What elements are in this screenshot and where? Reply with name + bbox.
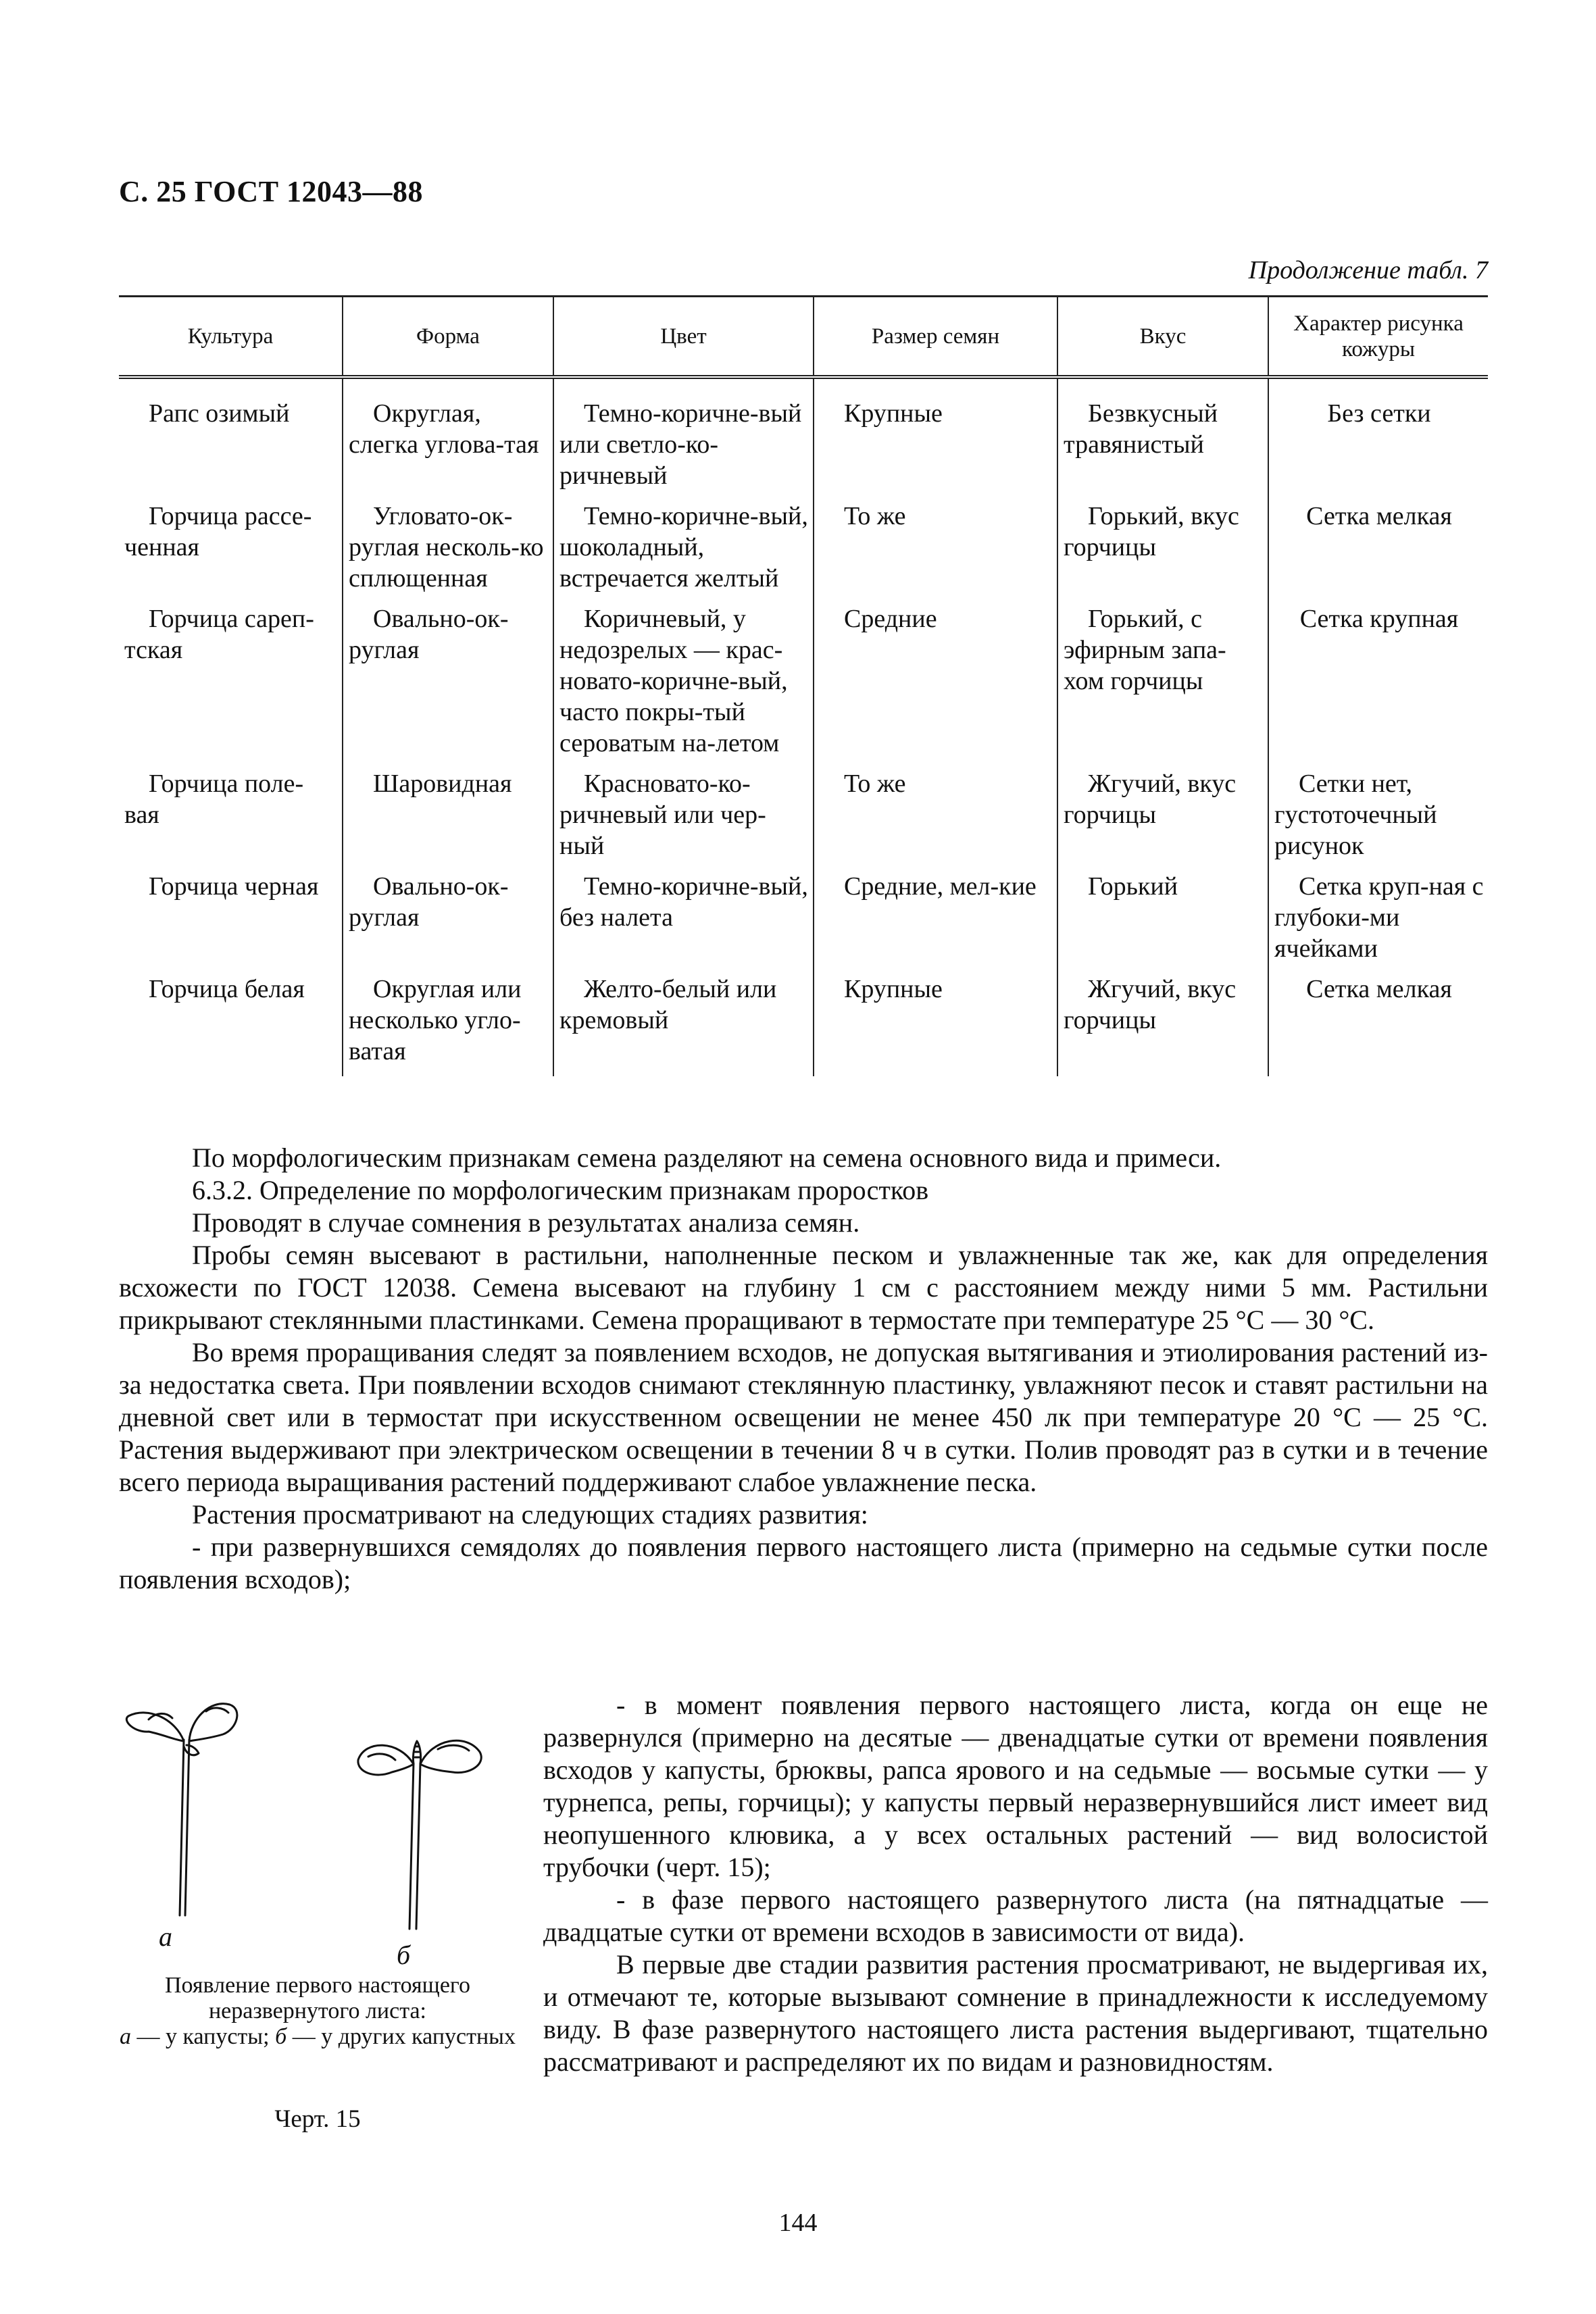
table-row (119, 501, 1488, 603)
paragraph: - в момент появления первого настоящего листа, когда он еще не развернулся (примерно на десятые — двенадцатые сутки от времени появления всходов у капусты, брюквы, рапса ярового и на седьмые — восьмые сутки — у турнепса, репы, горчицы); у капусты первый неразвернувшийся лист имеет вид неопушенного клювика, а у всех остальных растений — вид волосистой трубочки (черт. 15); (543, 1690, 1488, 1882)
table-cell: Округлая или несколько угло-ватая (343, 974, 553, 1076)
body-text-right (543, 1689, 1488, 2078)
paragraph: Растения просматривают на следующих стадиях развития: (192, 1499, 868, 1530)
table-header-row (119, 297, 1488, 378)
paragraph: Пробы семян высевают в растильни, наполненные песком и увлажненные так же, как для определения всхожести по ГОСТ 12038. Семена высевают на глубину 1 см с расстоянием между ними 5 мм. Растильни прикрывают стеклянными пластинками. Семена проращивают в термостате при температуре 25 °С — 30 °С. (119, 1240, 1488, 1335)
figure-caption-main: Появление первого настоящего неразвернутого листа: (164, 1973, 471, 2023)
table-cell: Овально-ок-руглая (343, 603, 553, 768)
figure-label-b: б (397, 1940, 411, 1970)
table-cell: Безвкусный травянистый (1057, 377, 1268, 501)
page-header: С. 25 ГОСТ 12043—88 (119, 175, 424, 208)
table-caption: Продолжение табл. 7 (1248, 256, 1488, 284)
table-cell: Жгучий, вкус горчицы (1057, 974, 1268, 1076)
table-cell: Горький, вкус горчицы (1057, 501, 1268, 603)
paragraph: - в фазе первого настоящего развернутого листа (на пятнадцатые — двадцатые сутки от времени всходов в зависимости от вида). (543, 1884, 1488, 1947)
table-row (119, 603, 1488, 768)
table-cell: Горчица белая (149, 975, 305, 1003)
figure-number: Черт. 15 (274, 2105, 361, 2133)
paragraph: 6.3.2. Определение по морфологическим признакам проростков (192, 1175, 929, 1205)
table-cell: Горький, с эфирным запа-хом горчицы (1057, 603, 1268, 768)
page-number: 144 (778, 2209, 818, 2237)
table-cell: Средние (814, 603, 1057, 768)
seedling-a-illustration (126, 1704, 237, 1915)
table-cell: Горчица черная (149, 872, 319, 901)
table-cell: Сетка крупная (1268, 603, 1488, 768)
table-cell: Темно-коричне-вый, без налета (553, 871, 814, 974)
table-cell: Горчица поле-вая (124, 770, 304, 829)
figure-caption-text-b: — у других капустных (286, 2024, 516, 2049)
table-cell: Средние, мел-кие (814, 871, 1057, 974)
table-cell: То же (814, 768, 1057, 871)
table-cell: То же (814, 501, 1057, 603)
table-cell: Сетка мелкая (1268, 501, 1488, 603)
table-row (119, 768, 1488, 871)
column-header: Вкус (1057, 297, 1268, 378)
figure-caption-letter-b: б (275, 2024, 287, 2049)
paragraph: - при развернувшихся семядолях до появления первого настоящего листа (примерно на седьмые сутки после появления всходов); (119, 1532, 1488, 1594)
figure-caption-text-a: — у капусты; (130, 2024, 276, 2049)
seed-characteristics-table (119, 295, 1488, 1076)
table-cell: Без сетки (1268, 377, 1488, 501)
table-cell: Крупные (814, 974, 1057, 1076)
table-row (119, 871, 1488, 974)
column-header: Характер рисунка кожуры (1268, 297, 1488, 378)
seedling-figure (108, 1692, 527, 2179)
paragraph: Проводят в случае сомнения в результатах анализа семян. (192, 1207, 860, 1238)
table-cell: Коричневый, у недозрелых — крас-новато-коричне-вый, часто покры-тый сероватым на-летом (553, 603, 814, 768)
table-cell: Горчица рассе-ченная (124, 502, 312, 561)
table-cell: Овально-ок-руглая (343, 871, 553, 974)
seedling-drawing (108, 1692, 527, 1949)
table-cell: Желто-белый или кремовый (553, 974, 814, 1076)
column-header: Культура (119, 297, 343, 378)
figure-caption-letter-a: а (119, 2024, 131, 2049)
paragraph: Во время проращивания следят за появлением всходов, не допуская вытягивания и этиолирования растений из-за недостатка света. При появлении всходов снимают стеклянную пластинку, увлажняют песок и ставят растильни на дневной свет или в термостат при искусственном освещении не менее 450 лк при температуре 20 °С — 25 °С. Растения выдерживают при электрическом освещении в течении 8 ч в сутки. Полив проводят раз в сутки и в течение всего периода выращивания растений поддерживают слабое увлажнение песка. (119, 1337, 1488, 1497)
column-header: Размер семян (814, 297, 1057, 378)
figure-caption (108, 1973, 527, 2050)
table-cell: Темно-коричне-вый или светло-ко-ричневый (553, 377, 814, 501)
table-cell: Красновато-ко-ричневый или чер-ный (553, 768, 814, 871)
table-cell: Горчица сареп-тская (124, 605, 314, 664)
table-cell: Округлая, слегка углова-тая (343, 377, 553, 501)
paragraph: По морфологическим признакам семена разделяют на семена основного вида и примеси. (192, 1142, 1222, 1173)
table-cell: Жгучий, вкус горчицы (1057, 768, 1268, 871)
table-row (119, 377, 1488, 501)
column-header: Цвет (553, 297, 814, 378)
table-cell: Сетка мелкая (1268, 974, 1488, 1076)
table-cell: Крупные (814, 377, 1057, 501)
paragraph: В первые две стадии развития растения просматривают, не выдергивая их, и отмечают те, которые вызывают сомнение в принадлежности к исследуемому виду. В фазе развернутого настоящего листа растения выдергивают, тщательно рассматривают и распределяют их по видам и разновидностям. (543, 1949, 1488, 2077)
table-cell: Горький (1057, 871, 1268, 974)
table-cell: Сетка круп-ная с глубоки-ми ячейками (1268, 871, 1488, 974)
figure-label-a: а (159, 1921, 172, 1952)
table-cell: Угловато-ок-руглая несколь-ко сплющенная (343, 501, 553, 603)
column-header: Форма (343, 297, 553, 378)
table-cell: Шаровидная (343, 768, 553, 871)
body-text-top (119, 1142, 1488, 1596)
table-cell: Темно-коричне-вый, шоколадный, встречается желтый (553, 501, 814, 603)
seedling-b-illustration (358, 1740, 481, 1929)
table-cell: Рапс озимый (149, 399, 290, 428)
table-row (119, 974, 1488, 1076)
table-cell: Сетки нет, густоточечный рисунок (1268, 768, 1488, 871)
